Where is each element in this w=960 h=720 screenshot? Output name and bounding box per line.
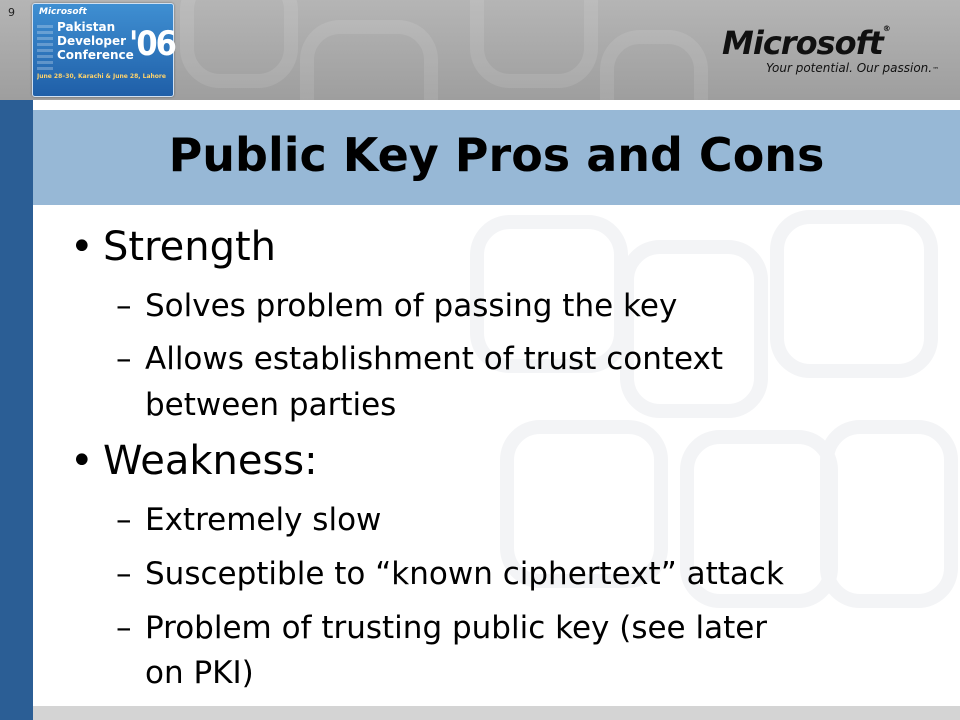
footer-band: [33, 706, 960, 720]
bullet-heading: Strength: [103, 224, 277, 270]
microsoft-tagline: Your potential. Our passion.™: [766, 61, 940, 75]
sub-bullet-text: Susceptible to “known ciphertext” attack: [145, 556, 784, 592]
sub-bullet-dash: –: [116, 288, 132, 324]
sub-bullet-dash: –: [116, 502, 132, 538]
microsoft-logo: Microsoft®: [722, 24, 890, 62]
sub-bullet-text: Allows establishment of trust context: [145, 341, 724, 377]
sub-bullet-dash: –: [116, 556, 132, 592]
microsoft-wordmark: Microsoft: [722, 24, 883, 62]
bullet-dot: •: [70, 224, 94, 270]
microsoft-tagline-text: Your potential. Our passion.: [766, 61, 933, 75]
conference-logo-line1: Pakistan: [57, 20, 116, 34]
sub-bullet-text: Problem of trusting public key (see later: [145, 610, 768, 646]
sub-bullet-dash: –: [116, 610, 132, 646]
bullet-dot: •: [70, 438, 94, 484]
conference-logo-dates: June 28–30, Karachi & June 28, Lahore: [37, 73, 166, 80]
conference-logo-line2: Developer: [57, 34, 127, 48]
sub-bullet-dash: –: [116, 341, 132, 377]
slide-title: Public Key Pros and Cons: [168, 128, 825, 182]
conference-logo-brand: Microsoft: [39, 7, 87, 17]
sub-bullet-text: Extremely slow: [145, 502, 382, 538]
conference-logo-line3: Conference: [57, 48, 134, 62]
bullet-heading: Weakness:: [103, 438, 318, 484]
sub-bullet-text: on PKI): [145, 655, 254, 691]
sub-bullet-text: between parties: [145, 387, 397, 423]
slide-number: 9: [8, 6, 15, 19]
sub-bullet-text: Solves problem of passing the key: [145, 288, 678, 324]
conference-logo-year: '06: [129, 24, 175, 64]
